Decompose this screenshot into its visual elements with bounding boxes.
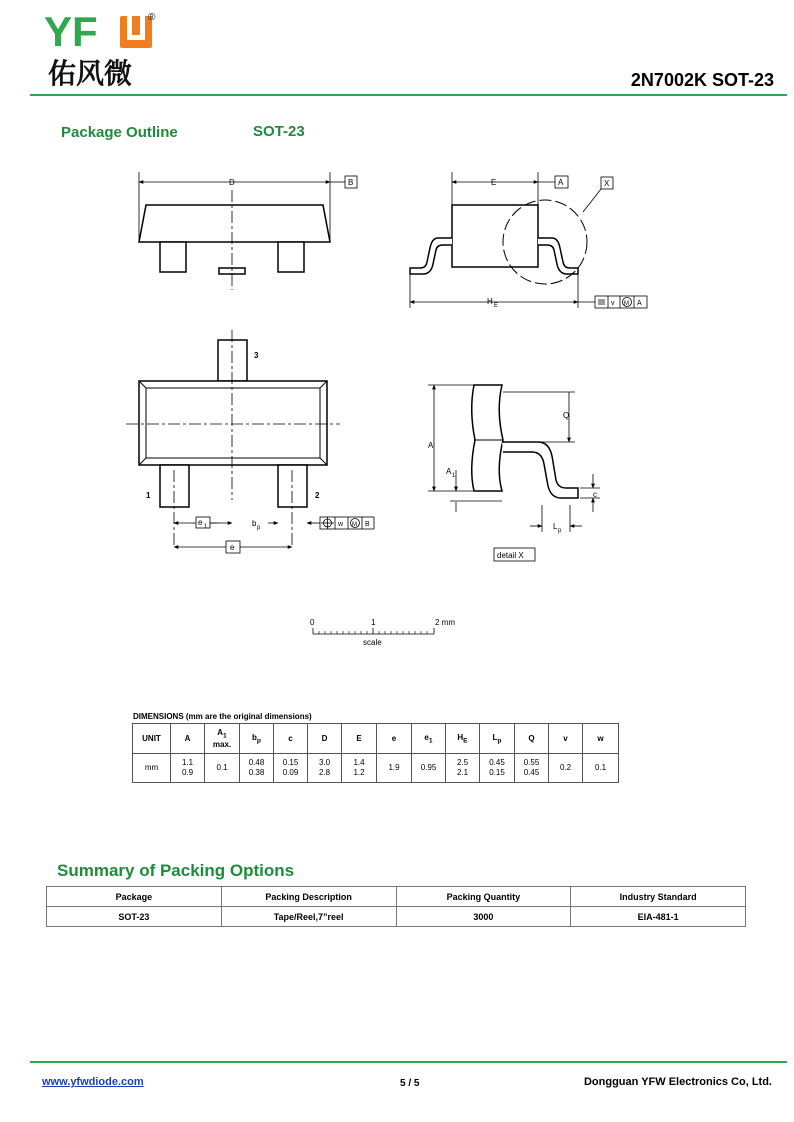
packing-header-package: Package xyxy=(47,887,222,907)
label-lp-sub: p xyxy=(558,528,562,534)
dim-cell-d: 3.0 2.8 xyxy=(308,754,342,783)
scale-label: scale xyxy=(363,638,382,647)
detail-x-caption: detail X xyxy=(497,551,524,560)
dim-cell-a: 1.1 0.9 xyxy=(171,754,205,783)
dim-header-e-pitch: e xyxy=(377,724,412,754)
packing-cell-description: Tape/Reel,7”reel xyxy=(221,907,396,927)
dim-header-a: A xyxy=(171,724,205,754)
dim-cell-bp: 0.48 0.38 xyxy=(240,754,274,783)
document-title: 2N7002K SOT-23 xyxy=(630,70,774,90)
dim-header-c: c xyxy=(274,724,308,754)
dim-cell-he: 2.5 2.1 xyxy=(446,754,480,783)
label-a: A xyxy=(428,441,434,450)
top-view xyxy=(126,330,374,553)
dim-header-q: Q xyxy=(515,724,549,754)
label-he: H xyxy=(487,297,493,306)
dim-header-unit: UNIT xyxy=(133,724,171,754)
label-e-pitch: e xyxy=(230,543,235,552)
dimensions-mm-row xyxy=(133,754,619,783)
dim-cell-e1: 0.95 xyxy=(412,754,446,783)
datum-b-top: B xyxy=(365,521,370,528)
dimensions-header-row xyxy=(133,724,619,754)
label-e1: e xyxy=(198,518,203,527)
website-link[interactable]: www.yfwdiode.com xyxy=(42,1076,144,1088)
label-lp: L xyxy=(553,522,558,531)
label-m-top: M xyxy=(352,522,357,528)
label-he-sub: E xyxy=(494,303,499,309)
datum-b-label: B xyxy=(348,178,354,187)
package-outline-title: Package Outline xyxy=(61,124,178,141)
packing-row xyxy=(47,907,746,927)
label-m-front: M xyxy=(624,301,629,307)
package-name: SOT-23 xyxy=(253,123,305,140)
detail-x-marker: X xyxy=(604,179,610,188)
dim-header-lp: $L_p$ xyxy=(480,724,515,754)
label-a1-sub: 1 xyxy=(452,473,456,479)
scale-tick-2: 2 mm xyxy=(435,618,455,627)
dim-header-bp: $b_p$ xyxy=(240,724,274,754)
label-e-width: E xyxy=(491,178,497,187)
dim-cell-v: 0.2 xyxy=(549,754,583,783)
label-e1-sub: 1 xyxy=(204,524,208,530)
label-bp: b xyxy=(252,519,257,528)
company-name: Dongguan YFW Electronics Co, Ltd. xyxy=(583,1076,772,1088)
scale-tick-0: 0 xyxy=(310,618,315,627)
dim-cell-e: 1.4 1.2 xyxy=(342,754,377,783)
pin-2-label: 2 xyxy=(315,491,320,500)
side-view-d xyxy=(139,172,357,290)
dim-cell-q: 0.55 0.45 xyxy=(515,754,549,783)
packing-cell-standard: EIA-481-1 xyxy=(571,907,746,927)
packing-options-table xyxy=(46,886,746,927)
dim-cell-c: 0.15 0.09 xyxy=(274,754,308,783)
packing-header-row xyxy=(47,887,746,907)
packing-cell-quantity: 3000 xyxy=(396,907,571,927)
packing-header-quantity: Packing Quantity xyxy=(396,887,571,907)
scale-bar xyxy=(313,628,434,634)
dim-header-d: D xyxy=(308,724,342,754)
dim-header-he: $H_E$ xyxy=(446,724,480,754)
dim-cell-e-pitch: 1.9 xyxy=(377,754,412,783)
logo-yf: YF xyxy=(44,8,98,55)
label-a1: A xyxy=(446,467,452,476)
dim-header-w: w xyxy=(583,724,619,754)
dimensions-table xyxy=(132,723,619,783)
dim-cell-lp: 0.45 0.15 xyxy=(480,754,515,783)
dim-header-v: v xyxy=(549,724,583,754)
label-c: c xyxy=(593,490,597,499)
label-w: w xyxy=(338,521,344,528)
dim-cell-a1: 0.1 xyxy=(205,754,240,783)
scale-tick-1: 1 xyxy=(371,618,376,627)
packing-header-description: Packing Description xyxy=(221,887,396,907)
packing-options-title: Summary of Packing Options xyxy=(57,861,295,880)
dim-header-e1: $e_1$ xyxy=(412,724,446,754)
pin-1-label: 1 xyxy=(146,491,151,500)
registered-mark: ® xyxy=(148,12,156,23)
dimensions-caption: DIMENSIONS (mm are the original dimensions) xyxy=(133,712,312,721)
dim-cell-w: 0.1 xyxy=(583,754,619,783)
datum-a-front: A xyxy=(637,300,642,307)
dim-header-a1: $A_1$ max. xyxy=(205,724,240,754)
label-v-front: v xyxy=(611,300,615,307)
label-d: D xyxy=(229,178,235,187)
dim-header-e: E xyxy=(342,724,377,754)
label-bp-sub: p xyxy=(257,525,261,531)
logo-chinese-text: 佑风微 xyxy=(48,57,133,90)
front-view-e xyxy=(410,172,647,308)
page-number: 5 / 5 xyxy=(400,1078,420,1089)
footer-divider xyxy=(30,1061,787,1063)
pin-3-label: 3 xyxy=(254,351,259,360)
dim-cell-unit: mm xyxy=(133,754,171,783)
datum-a-label: A xyxy=(558,178,564,187)
packing-cell-package: SOT-23 xyxy=(47,907,222,927)
label-q: Q xyxy=(563,411,570,420)
packing-header-standard: Industry Standard xyxy=(571,887,746,907)
